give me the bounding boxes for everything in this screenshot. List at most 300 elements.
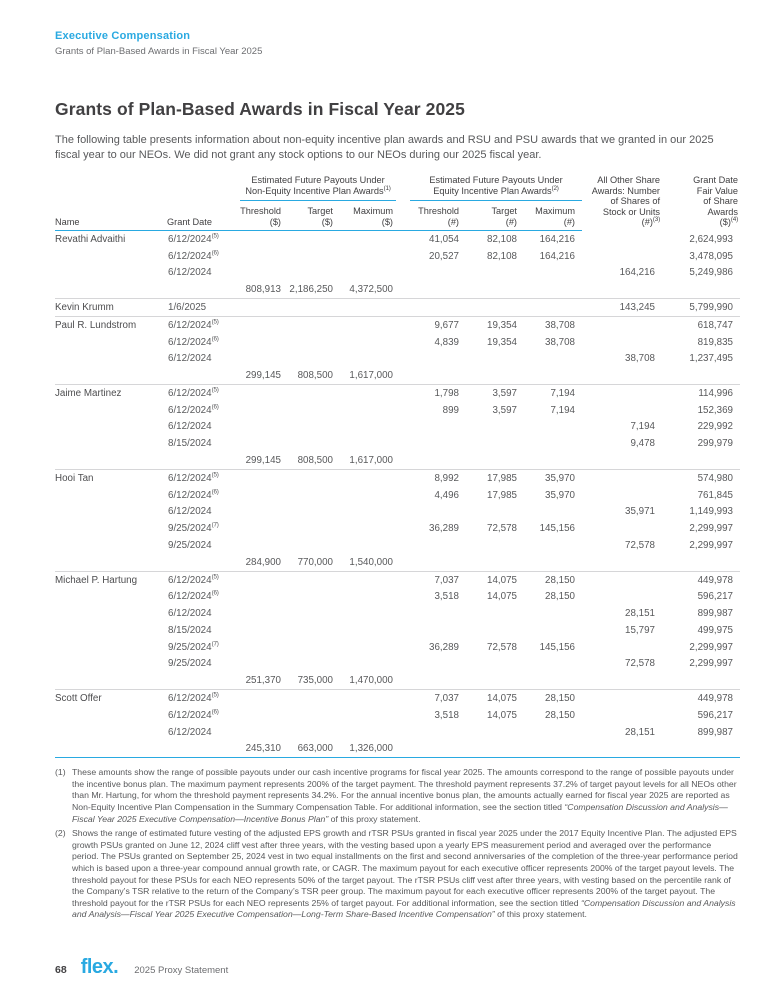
- value-cell: [582, 281, 662, 298]
- grant-date-cell: 6/12/2024: [168, 506, 212, 518]
- value-cell: [340, 469, 400, 486]
- col-header-name: Name: [55, 204, 167, 231]
- exec-group: [55, 299, 740, 317]
- value-cell: 35,971: [625, 506, 655, 518]
- value-cell: [288, 402, 340, 419]
- value-cell: [400, 537, 466, 554]
- value-cell: [288, 520, 340, 537]
- exec-name-cell: [55, 350, 167, 367]
- footnote-text: Shows the range of estimated future vesting of the adjusted EPS growth and rTSR PSUs granted in fiscal year 2025 under the 2017 Equity Incentive Plan. The adjusted EPS growth PSUs granted on June 12, 2024 cliff vest after three years, with the vesting based upon a yearly EPS measurement period and averaged over the performance period. The PSUs granted on September 25, 2024 vest in two equal installments on the first and second anniversaries of the completion of the three-year performance period which is based upon a three-year compound annual growth rate, or CAGR. The maximum payout for each executive officer represents 200% of the target payout levels. The threshold payout for these PSUs for each NEO represents 50% of the target payout. The rTSR PSUs cliff vest after three years, with vesting based on the percentile rank of the Company’s TSR relative to the return of the Company’s TSR peer group. The maximum payout for each executive officer represents 200% of the target payout. The threshold payout for the rTSR PSUs for each NEO represents 25% of target payout. For additional information, see the section titled “Compensation Discussion and Analysis and Analysis—Fiscal Year 2025 Executive Compensation—Long-Term Share-Based Incentive Compensation” of this proxy statement.: [72, 828, 738, 920]
- value-cell: [582, 672, 662, 689]
- value-cell: [400, 435, 466, 452]
- grant-date-cell: 9/25/2024: [168, 539, 212, 551]
- footnote: [55, 828, 740, 921]
- grant-date-cell: 6/12/2024$^{(6)}$: [168, 590, 219, 603]
- value-cell: [288, 316, 340, 333]
- value-cell: [240, 469, 288, 486]
- footnote-ref: (1): [383, 184, 391, 192]
- value-cell: [340, 402, 400, 419]
- value-cell: [288, 435, 340, 452]
- table-row: [55, 504, 740, 521]
- value-cell: 72,578: [625, 539, 655, 551]
- page-footer: [55, 956, 228, 979]
- value-cell: 1,798: [434, 387, 459, 399]
- value-cell: 5,249,986: [689, 267, 733, 279]
- value-cell: 899,987: [697, 726, 733, 738]
- value-cell: [340, 622, 400, 639]
- exec-name-cell: [55, 707, 167, 724]
- value-cell: [524, 740, 582, 757]
- value-cell: [288, 419, 340, 436]
- value-cell: 299,979: [697, 438, 733, 450]
- grant-date-cell: [167, 554, 240, 571]
- col-header-neq-threshold: Threshold ($): [240, 204, 288, 231]
- value-cell: [662, 554, 740, 571]
- value-cell: [340, 487, 400, 504]
- value-cell: [662, 672, 740, 689]
- grant-date-cell: [167, 452, 240, 469]
- value-cell: [662, 367, 740, 384]
- value-cell: 35,970: [545, 472, 575, 484]
- value-cell: [240, 656, 288, 673]
- value-cell: [466, 740, 524, 757]
- exec-name-cell: [55, 554, 167, 571]
- value-cell: 164,216: [539, 250, 575, 262]
- value-cell: [662, 740, 740, 757]
- value-cell: [340, 299, 400, 317]
- value-cell: 28,150: [545, 709, 575, 721]
- grant-date-cell: 6/12/2024$^{(5)}$: [168, 471, 219, 484]
- exec-group: [55, 469, 740, 571]
- value-cell: 19,354: [487, 336, 517, 348]
- value-cell: [400, 350, 466, 367]
- value-cell: [466, 350, 524, 367]
- value-cell: 899: [442, 404, 459, 416]
- value-cell: [240, 231, 288, 248]
- table-row: [55, 605, 740, 622]
- value-cell: [466, 367, 524, 384]
- exec-name-cell: Jaime Martinez: [55, 387, 122, 399]
- value-cell: [524, 724, 582, 741]
- footnote-ref: (5): [211, 691, 219, 699]
- page-header: [55, 30, 740, 57]
- value-cell: [340, 334, 400, 351]
- exec-name-cell: [55, 402, 167, 419]
- table-row: [55, 299, 740, 317]
- table-row: [55, 435, 740, 452]
- exec-name-cell: [55, 487, 167, 504]
- exec-name-cell: [55, 605, 167, 622]
- exec-name-cell: [55, 452, 167, 469]
- value-cell: 41,054: [429, 233, 459, 245]
- table-row: [55, 281, 740, 298]
- value-cell: [524, 367, 582, 384]
- value-cell: 152,369: [697, 404, 733, 416]
- footnote-ref: (5): [211, 318, 219, 326]
- grant-date-cell: 9/25/2024: [168, 658, 212, 670]
- value-cell: [524, 265, 582, 282]
- value-cell: 28,151: [625, 726, 655, 738]
- value-cell: [400, 724, 466, 741]
- footnote-text: These amounts show the range of possible payouts under our cash incentive programs for fiscal year 2025. The amounts correspond to the range of possible payouts under the incentive bonus plan. The maximum payment represents 200% of the target payment. The threshold payment represents 37.2% of target payout levels for all NEOs other than Mr. Hartung, for whom the threshold payment represents 34.2%. For the annual incentive bonus plan, the amounts actually earned for fiscal year 2025 are reported as Non-Equity Incentive Plan Compensation in the Summary Compensation Table. For additional information, see the section titled “Compensation Discussion and Analysis—Fiscal Year 2025 Executive Compensation—Incentive Bonus Plan” of this proxy statement.: [72, 767, 737, 824]
- footnote-ref: (7): [211, 521, 219, 529]
- table-row: [55, 469, 740, 486]
- footnote-ref: (5): [211, 573, 219, 581]
- table-row: [55, 452, 740, 469]
- table-row: [55, 622, 740, 639]
- group-header-line: Equity Incentive Plan Awards: [433, 185, 552, 196]
- value-cell: [240, 265, 288, 282]
- value-cell: 17,985: [487, 472, 517, 484]
- value-cell: 735,000: [297, 675, 333, 687]
- exec-name-cell: [55, 435, 167, 452]
- grant-date-cell: 6/12/2024: [168, 267, 212, 279]
- value-cell: 2,186,250: [289, 284, 333, 296]
- value-cell: [340, 605, 400, 622]
- value-cell: [466, 435, 524, 452]
- value-cell: [340, 537, 400, 554]
- table-row: [55, 487, 740, 504]
- value-cell: 5,799,990: [689, 302, 733, 314]
- table-row: [55, 537, 740, 554]
- footnote-ref: (6): [211, 335, 219, 343]
- value-cell: [240, 435, 288, 452]
- value-cell: 7,194: [550, 404, 575, 416]
- footnotes: [55, 767, 740, 921]
- value-cell: 7,194: [630, 421, 655, 433]
- value-cell: [582, 334, 662, 351]
- value-cell: [582, 231, 662, 248]
- value-cell: [288, 248, 340, 265]
- value-cell: [524, 537, 582, 554]
- exec-name-cell: Kevin Krumm: [55, 302, 114, 314]
- exec-name-cell: [55, 265, 167, 282]
- value-cell: [524, 554, 582, 571]
- grant-date-cell: 6/12/2024$^{(5)}$: [168, 386, 219, 399]
- table-row: [55, 334, 740, 351]
- value-cell: [340, 639, 400, 656]
- table-row: [55, 248, 740, 265]
- grant-date-cell: 1/6/2025: [168, 302, 207, 314]
- value-cell: [466, 672, 524, 689]
- value-cell: [288, 504, 340, 521]
- value-cell: 82,108: [487, 250, 517, 262]
- value-cell: 14,075: [487, 591, 517, 603]
- value-cell: [340, 316, 400, 333]
- value-cell: 38,708: [545, 336, 575, 348]
- grant-date-cell: 6/12/2024$^{(6)}$: [168, 249, 219, 262]
- footnote-ref: (3): [652, 215, 660, 223]
- value-cell: [340, 571, 400, 588]
- col-header-grant-date: Grant Date: [167, 204, 240, 231]
- value-cell: [524, 452, 582, 469]
- value-cell: [524, 419, 582, 436]
- table-row: [55, 639, 740, 656]
- footnote-ref: (5): [211, 232, 219, 240]
- value-cell: [400, 299, 466, 317]
- value-cell: [288, 334, 340, 351]
- value-cell: [400, 504, 466, 521]
- value-cell: [240, 504, 288, 521]
- value-cell: [240, 316, 288, 333]
- value-cell: [340, 707, 400, 724]
- grant-date-cell: 6/12/2024$^{(6)}$: [168, 708, 219, 721]
- grant-date-cell: [167, 740, 240, 757]
- value-cell: 28,150: [545, 692, 575, 704]
- value-cell: [240, 334, 288, 351]
- value-cell: [400, 452, 466, 469]
- grant-date-cell: 6/12/2024: [168, 608, 212, 620]
- value-cell: [240, 622, 288, 639]
- value-cell: [288, 571, 340, 588]
- value-cell: [288, 537, 340, 554]
- value-cell: 7,194: [550, 387, 575, 399]
- grant-date-cell: 8/15/2024: [168, 624, 212, 636]
- value-cell: [582, 469, 662, 486]
- exec-name-cell: [55, 639, 167, 656]
- value-cell: 2,299,997: [689, 523, 733, 535]
- value-cell: [524, 435, 582, 452]
- footnote-ref: (6): [211, 403, 219, 411]
- table-row: [55, 554, 740, 571]
- value-cell: 14,075: [487, 574, 517, 586]
- value-cell: [466, 419, 524, 436]
- value-cell: [288, 487, 340, 504]
- value-cell: [288, 639, 340, 656]
- value-cell: 164,216: [619, 267, 655, 279]
- value-cell: [524, 622, 582, 639]
- flex-logo: flex.: [80, 956, 119, 978]
- value-cell: 35,970: [545, 489, 575, 501]
- value-cell: 761,845: [697, 489, 733, 501]
- value-cell: [582, 316, 662, 333]
- value-cell: [340, 419, 400, 436]
- value-cell: [288, 299, 340, 317]
- value-cell: 1,540,000: [349, 556, 393, 568]
- value-cell: 899,987: [697, 608, 733, 620]
- value-cell: 145,156: [539, 641, 575, 653]
- value-cell: 14,075: [487, 709, 517, 721]
- exec-name-cell: [55, 520, 167, 537]
- value-cell: 4,372,500: [349, 284, 393, 296]
- value-cell: [582, 520, 662, 537]
- value-cell: 9,677: [434, 319, 459, 331]
- value-cell: [524, 672, 582, 689]
- table-row: [55, 385, 740, 402]
- value-cell: [240, 588, 288, 605]
- value-cell: 449,978: [697, 574, 733, 586]
- grant-date-cell: 9/25/2024$^{(7)}$: [168, 521, 219, 535]
- value-cell: [582, 402, 662, 419]
- value-cell: 3,478,095: [689, 250, 733, 262]
- value-cell: [340, 588, 400, 605]
- exec-group: [55, 385, 740, 470]
- value-cell: 38,708: [545, 319, 575, 331]
- value-cell: [240, 520, 288, 537]
- exec-name-cell: Scott Offer: [55, 692, 102, 704]
- value-cell: 72,578: [487, 523, 517, 535]
- footnote-ref: (6): [211, 488, 219, 496]
- exec-name-cell: [55, 419, 167, 436]
- grant-date-cell: 6/12/2024: [168, 421, 212, 433]
- value-cell: [662, 452, 740, 469]
- value-cell: 8,992: [434, 472, 459, 484]
- value-cell: 28,150: [545, 574, 575, 586]
- value-cell: [288, 231, 340, 248]
- value-cell: [582, 487, 662, 504]
- value-cell: 245,310: [245, 743, 281, 755]
- value-cell: 808,500: [297, 455, 333, 467]
- value-cell: [288, 622, 340, 639]
- value-cell: [240, 571, 288, 588]
- exec-group: [55, 690, 740, 758]
- value-cell: [582, 588, 662, 605]
- value-cell: 2,624,993: [689, 233, 733, 245]
- group-header-line: Non-Equity Incentive Plan Awards: [245, 185, 384, 196]
- value-cell: 770,000: [297, 556, 333, 568]
- value-cell: 72,578: [487, 641, 517, 653]
- value-cell: [400, 740, 466, 757]
- value-cell: [400, 672, 466, 689]
- grant-date-cell: 6/12/2024: [168, 353, 212, 365]
- value-cell: [240, 419, 288, 436]
- value-cell: [340, 724, 400, 741]
- value-cell: [582, 248, 662, 265]
- value-cell: 1,617,000: [349, 370, 393, 382]
- value-cell: [340, 520, 400, 537]
- table-row: [55, 571, 740, 588]
- exec-group: [55, 316, 740, 384]
- value-cell: [240, 639, 288, 656]
- value-cell: [524, 656, 582, 673]
- col-header-eq-threshold: Threshold (#): [400, 204, 466, 231]
- value-cell: 36,289: [429, 523, 459, 535]
- value-cell: 145,156: [539, 523, 575, 535]
- value-cell: [466, 724, 524, 741]
- value-cell: [662, 281, 740, 298]
- col-header-eq-maximum: Maximum (#): [524, 204, 582, 231]
- exec-name-cell: Hooi Tan: [55, 472, 94, 484]
- value-cell: 15,797: [625, 624, 655, 636]
- value-cell: 499,975: [697, 624, 733, 636]
- value-cell: [288, 469, 340, 486]
- value-cell: [524, 605, 582, 622]
- value-cell: [582, 385, 662, 402]
- value-cell: [400, 419, 466, 436]
- col-header-eq-target: Target (#): [466, 204, 524, 231]
- value-cell: [466, 504, 524, 521]
- value-cell: 38,708: [625, 353, 655, 365]
- value-cell: 4,496: [434, 489, 459, 501]
- value-cell: [582, 367, 662, 384]
- grant-date-cell: 6/12/2024: [168, 726, 212, 738]
- value-cell: [240, 402, 288, 419]
- section-eyebrow-subtitle: Grants of Plan-Based Awards in Fiscal Year 2025: [55, 46, 263, 57]
- value-cell: 82,108: [487, 233, 517, 245]
- value-cell: [288, 605, 340, 622]
- value-cell: [288, 265, 340, 282]
- value-cell: [466, 299, 524, 317]
- value-cell: [240, 385, 288, 402]
- value-cell: 596,217: [697, 709, 733, 721]
- value-cell: [340, 231, 400, 248]
- grant-date-cell: [167, 281, 240, 298]
- table-row: [55, 707, 740, 724]
- grant-date-cell: 6/12/2024$^{(6)}$: [168, 403, 219, 416]
- col-header-all-other-share-awards: All Other Share Awards: Number of Shares of Stock or Units (#)$^{(3)}$: [591, 175, 660, 227]
- group-header-non-equity: [240, 175, 400, 204]
- footnote-marker: (2): [55, 828, 66, 839]
- section-eyebrow: Executive Compensation: [55, 30, 191, 42]
- table-row: [55, 656, 740, 673]
- value-cell: 1,326,000: [349, 743, 393, 755]
- value-cell: 819,835: [697, 336, 733, 348]
- value-cell: 284,900: [245, 556, 281, 568]
- value-cell: [240, 605, 288, 622]
- grant-date-cell: 6/12/2024$^{(5)}$: [168, 691, 219, 704]
- value-cell: [240, 299, 288, 317]
- value-cell: 7,037: [434, 692, 459, 704]
- table-row: [55, 419, 740, 436]
- col-header-neq-maximum: Maximum ($): [340, 204, 400, 231]
- value-cell: [400, 265, 466, 282]
- table-row: [55, 316, 740, 333]
- grant-date-cell: 6/12/2024$^{(5)}$: [168, 232, 219, 245]
- footnote-ref: (2): [551, 184, 559, 192]
- value-cell: 449,978: [697, 692, 733, 704]
- value-cell: [466, 452, 524, 469]
- exec-name-cell: [55, 588, 167, 605]
- value-cell: [288, 690, 340, 707]
- value-cell: 663,000: [297, 743, 333, 755]
- page-number: 68: [55, 964, 67, 976]
- col-header-neq-target: Target ($): [288, 204, 340, 231]
- col-header-grant-date-fair-value: Grant Date Fair Value of Share Awards ($)$^{(4)}$: [693, 175, 738, 227]
- value-cell: 251,370: [245, 675, 281, 687]
- footnote-ref: (5): [211, 386, 219, 394]
- value-cell: [466, 656, 524, 673]
- intro-paragraph: The following table presents information about non-equity incentive plan awards and RSU and PSU awards that we granted in our 2025 fiscal year to our NEOs. We did not grant any stock options to our NEOs during our 2025 fiscal year.: [55, 134, 714, 161]
- value-cell: [288, 707, 340, 724]
- grant-date-cell: [167, 367, 240, 384]
- exec-name-cell: Paul R. Lundstrom: [55, 319, 137, 331]
- value-cell: [466, 605, 524, 622]
- exec-name-cell: [55, 281, 167, 298]
- table-row: [55, 672, 740, 689]
- value-cell: 229,992: [697, 421, 733, 433]
- value-cell: [240, 707, 288, 724]
- value-cell: [400, 367, 466, 384]
- value-cell: 1,470,000: [349, 675, 393, 687]
- value-cell: [288, 724, 340, 741]
- table-header: [55, 175, 740, 231]
- footnote-ref: (4): [730, 215, 738, 223]
- value-cell: [288, 656, 340, 673]
- value-cell: 17,985: [487, 489, 517, 501]
- footnote: [55, 767, 740, 825]
- value-cell: [582, 690, 662, 707]
- value-cell: 3,518: [434, 591, 459, 603]
- value-cell: [400, 281, 466, 298]
- exec-group: [55, 231, 740, 299]
- value-cell: [582, 740, 662, 757]
- value-cell: [400, 554, 466, 571]
- value-cell: 9,478: [630, 438, 655, 450]
- value-cell: [240, 724, 288, 741]
- table-row: [55, 231, 740, 248]
- footnote-ref: (6): [211, 708, 219, 716]
- value-cell: 1,617,000: [349, 455, 393, 467]
